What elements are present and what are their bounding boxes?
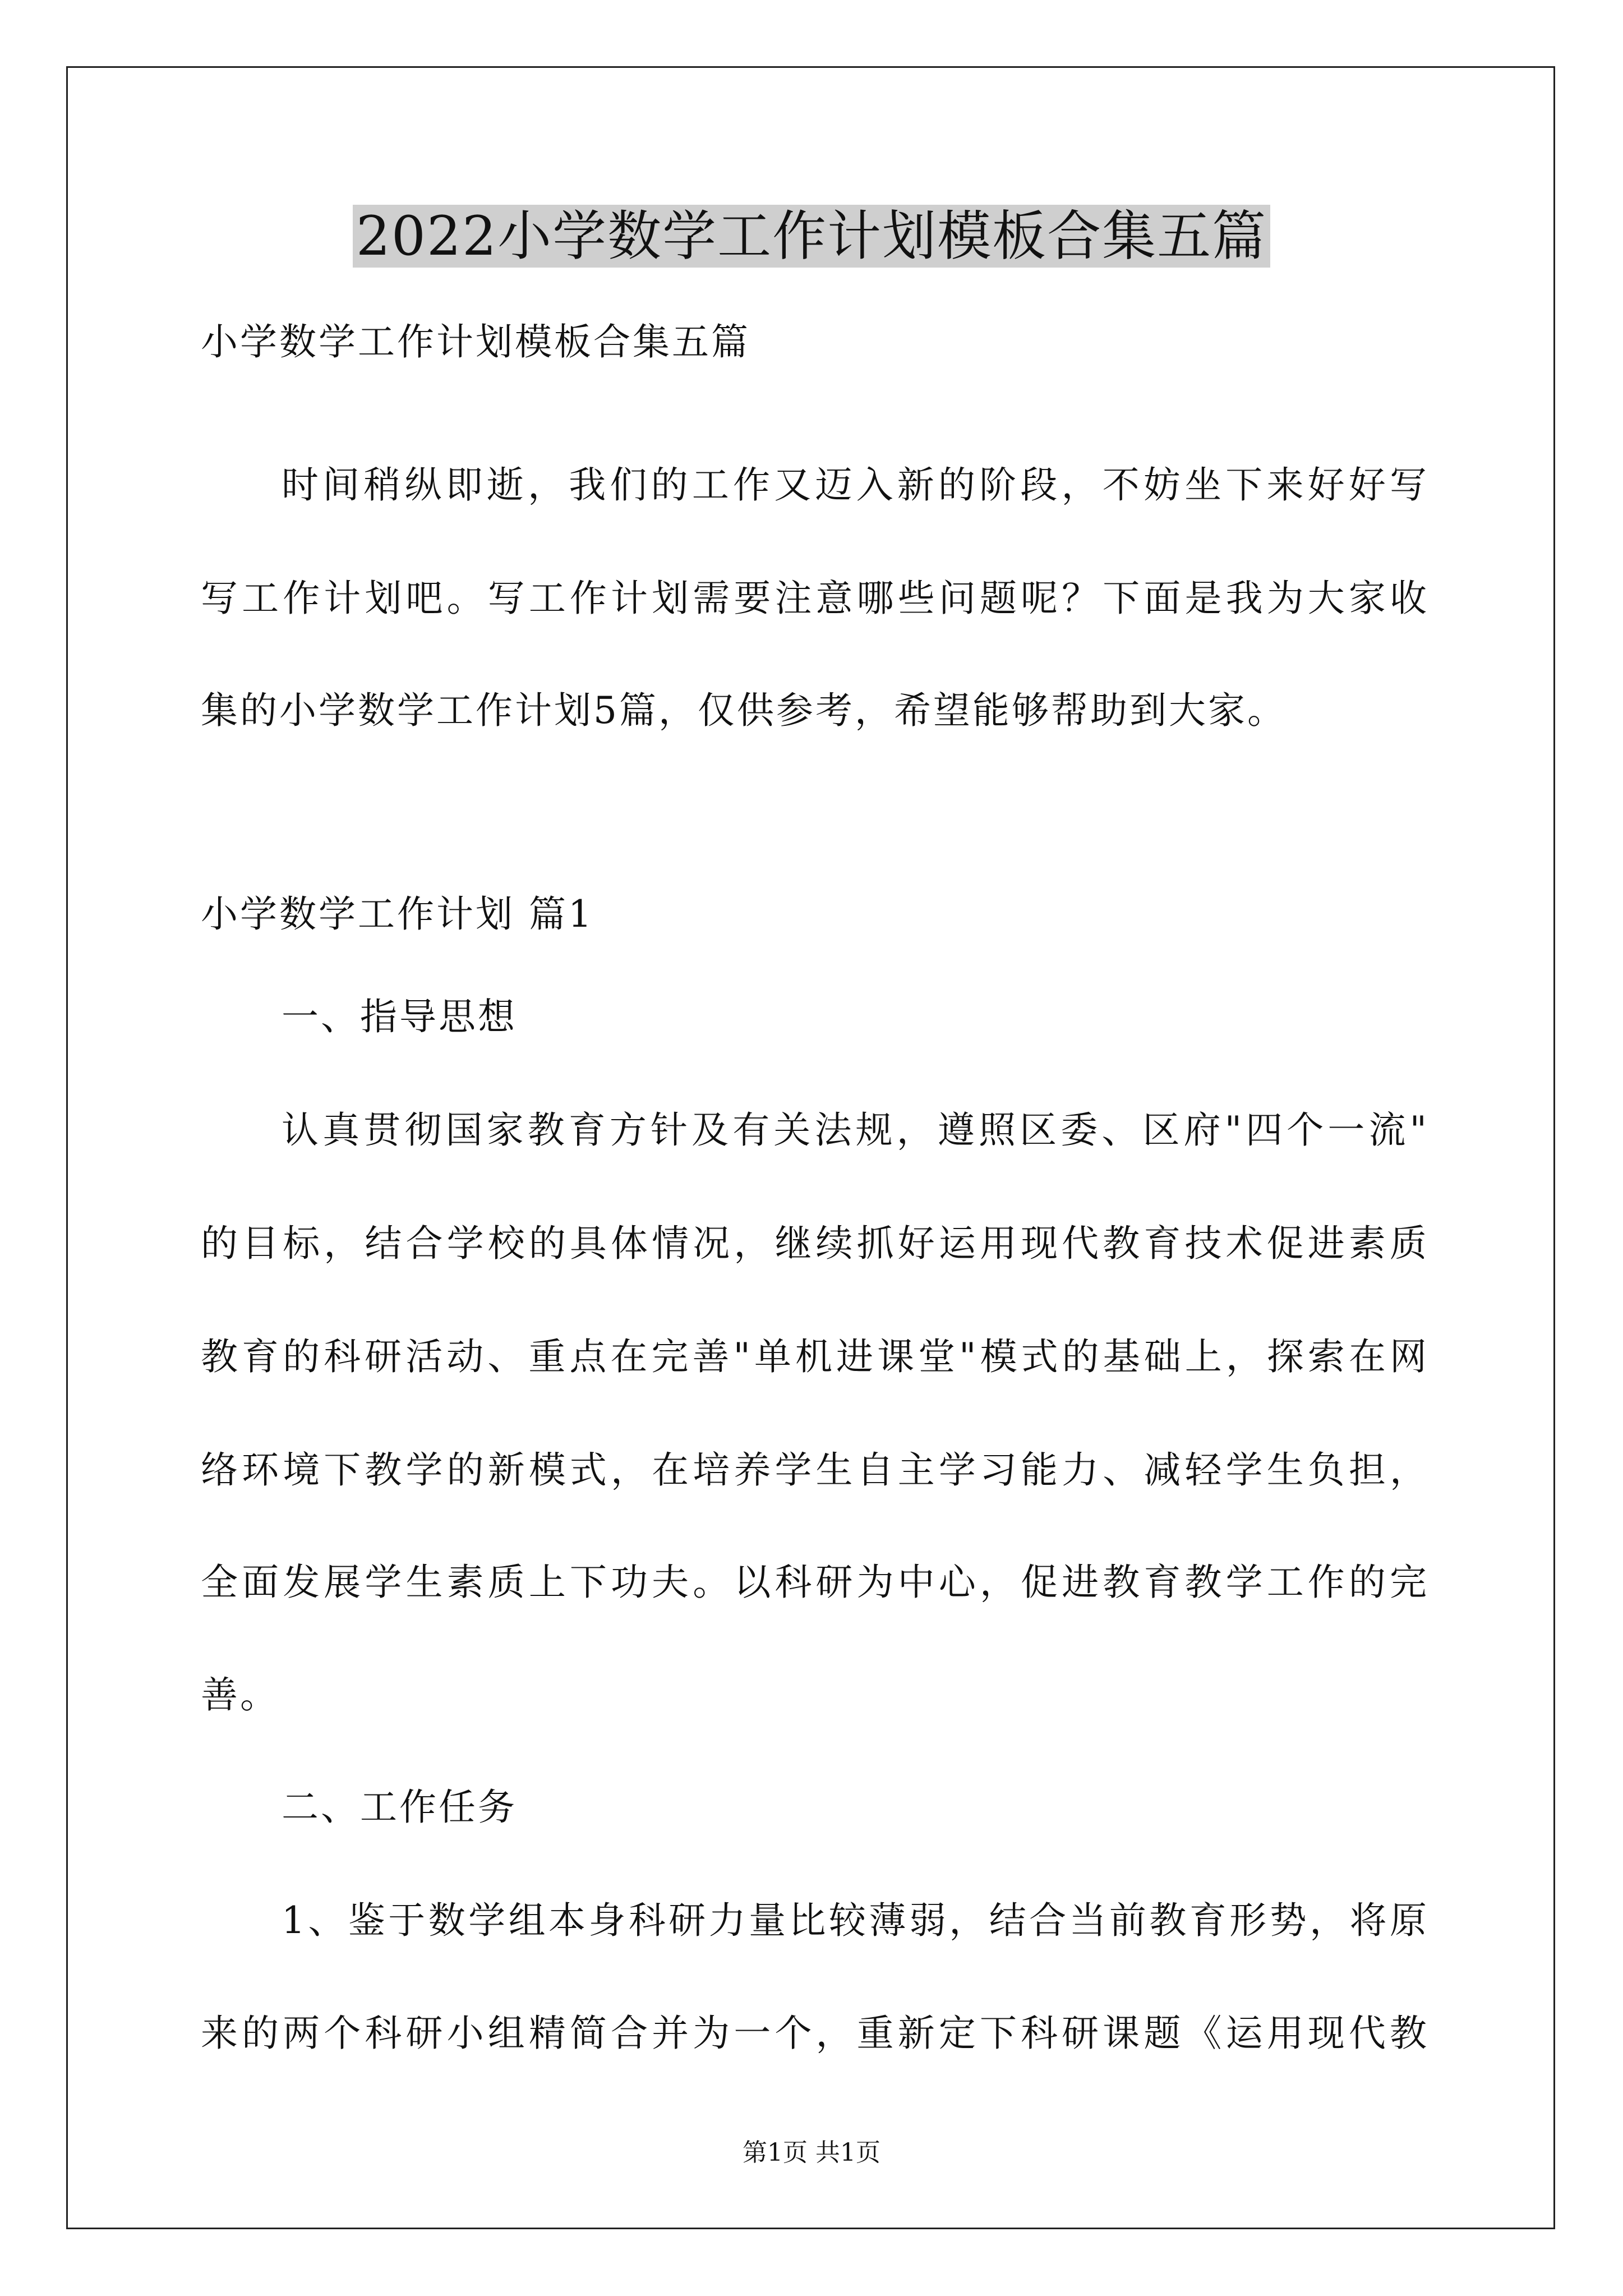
intro-line: 写工作计划吧。写工作计划需要注意哪些问题呢？下面是我为大家收: [201, 577, 1429, 620]
section-heading: 小学数学工作计划 篇1: [201, 892, 594, 936]
paragraph-line: 1、鉴于数学组本身科研力量比较薄弱，结合当前教育形势，将原: [282, 1899, 1429, 1942]
paragraph-line: 善。: [201, 1673, 279, 1717]
document-title: 2022小学数学工作计划模板合集五篇: [0, 200, 1623, 273]
subtitle-line: 小学数学工作计划模板合集五篇: [201, 320, 750, 364]
paragraph-line: 的目标，结合学校的具体情况，继续抓好运用现代教育技术促进素质: [201, 1222, 1429, 1265]
intro-line: 集的小学数学工作计划5篇，仅供参考，希望能够帮助到大家。: [201, 689, 1287, 732]
page-footer: 第1页 共1页: [743, 2138, 880, 2167]
paragraph-line: 来的两个科研小组精简合并为一个，重新定下科研课题《运用现代教: [201, 2012, 1429, 2055]
paragraph-line: 全面发展学生素质上下功夫。以科研为中心，促进教育教学工作的完: [201, 1561, 1429, 1604]
subheading: 二、工作任务: [282, 1786, 517, 1829]
intro-line: 时间稍纵即逝，我们的工作又迈入新的阶段，不妨坐下来好好写: [282, 463, 1429, 507]
subheading: 一、指导思想: [282, 995, 517, 1038]
paragraph-line: 教育的科研活动、重点在完善"单机进课堂"模式的基础上，探索在网: [201, 1335, 1429, 1378]
paragraph-line: 络环境下教学的新模式，在培养学生自主学习能力、减轻学生负担，: [201, 1448, 1429, 1492]
paragraph-line: 认真贯彻国家教育方针及有关法规，遵照区委、区府"四个一流": [282, 1108, 1429, 1152]
